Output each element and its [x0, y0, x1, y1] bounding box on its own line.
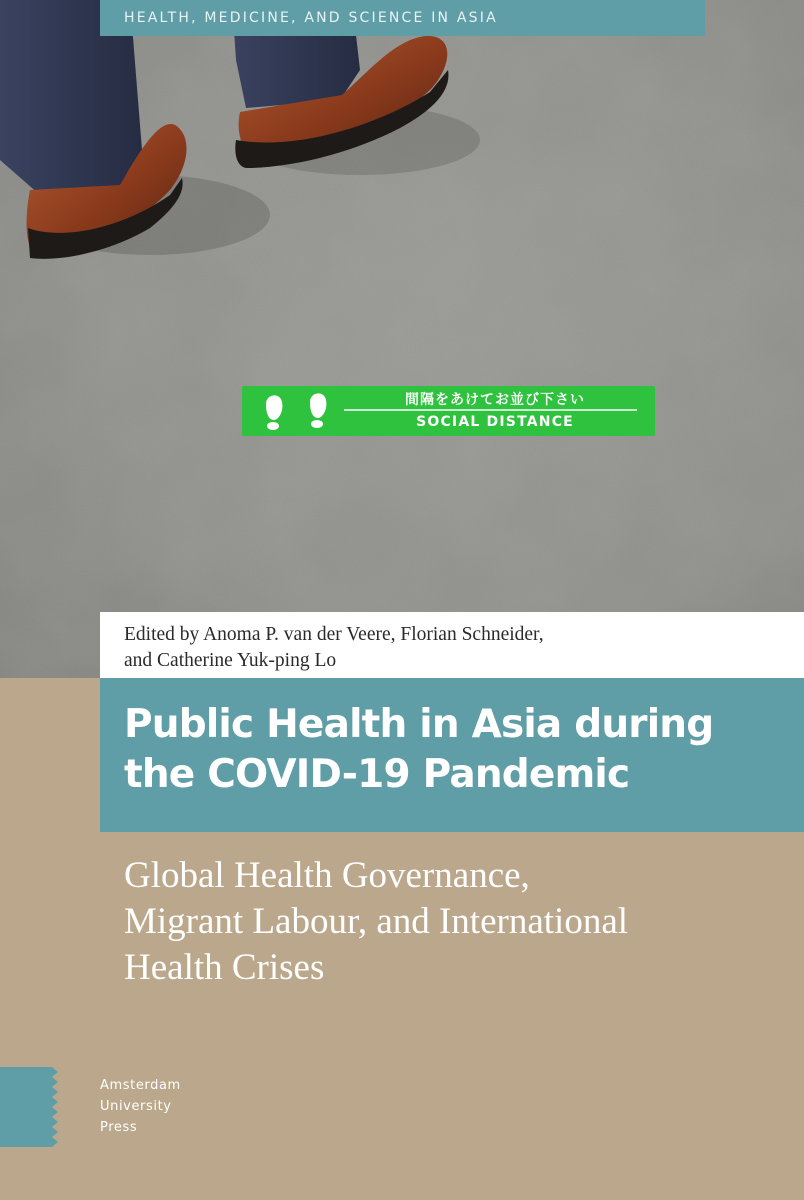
subtitle-line-2: Migrant Labour, and International	[124, 901, 629, 942]
book-title	[124, 700, 784, 800]
subtitle-line-1: Global Health Governance,	[124, 855, 530, 896]
sticker-japanese-text: 間隔をあけてお並び下さい	[405, 392, 585, 408]
footprints-icon	[258, 390, 338, 432]
title-band	[100, 678, 804, 832]
editors-box	[100, 612, 804, 678]
subtitle-line-3: Health Crises	[124, 947, 325, 988]
title-line-2: the COVID-19 Pandemic	[124, 752, 630, 797]
sticker-english-text: SOCIAL DISTANCE	[416, 414, 574, 430]
editors-line-2: and Catherine Yuk-ping Lo	[124, 650, 337, 671]
publisher-line-3: Press	[100, 1120, 138, 1135]
publisher-line-1: Amsterdam	[100, 1078, 181, 1093]
publisher-logo-tab	[0, 1067, 58, 1147]
publisher-name	[100, 1075, 181, 1138]
publisher-line-2: University	[100, 1099, 172, 1114]
title-line-1: Public Health in Asia during	[124, 702, 714, 747]
book-subtitle	[124, 853, 774, 991]
series-band: HEALTH, MEDICINE, AND SCIENCE IN ASIA	[100, 0, 705, 36]
editors-line-1: Edited by Anoma P. van der Veere, Florian Schneider,	[124, 624, 544, 645]
